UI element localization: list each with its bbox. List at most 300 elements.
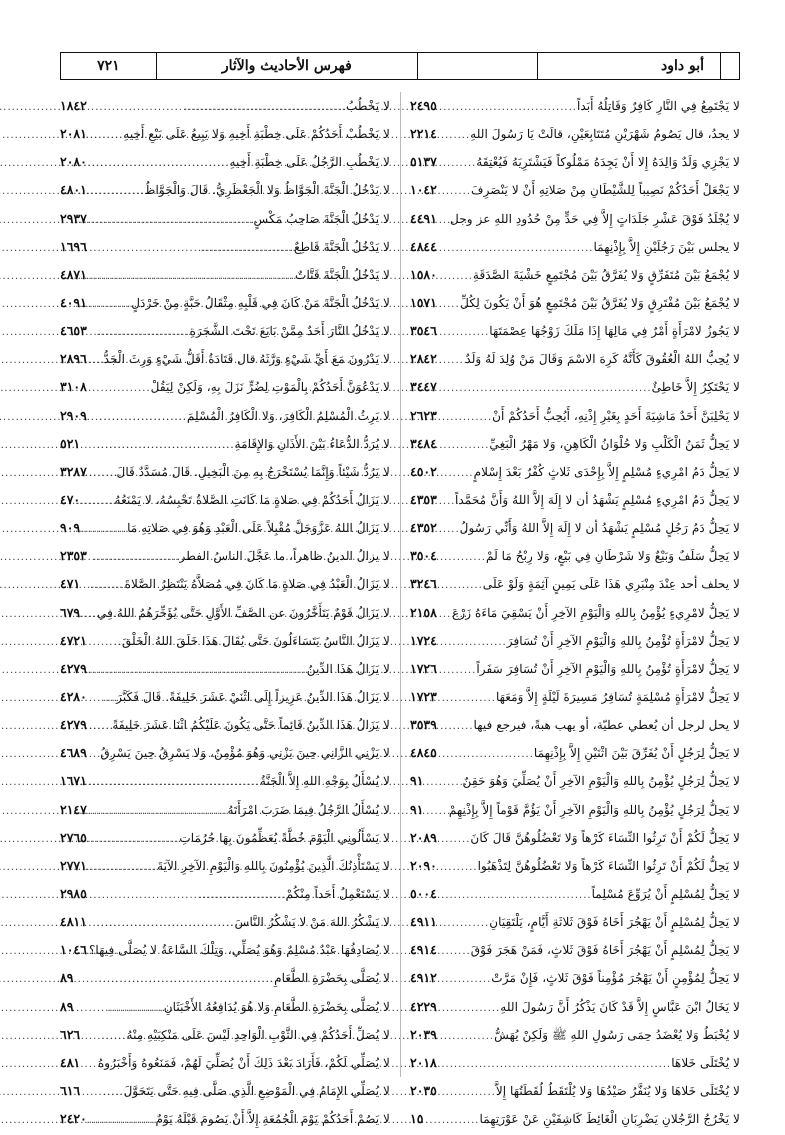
leader-dots [425, 1107, 479, 1135]
index-entry [60, 1021, 390, 1049]
page-header [60, 52, 740, 80]
entry-reference: ٤٢٢٩ [410, 998, 437, 1014]
entry-text: لا يَزَالُ هَذَا الدِّينُ قَائِماً حَتَّى يَكُونَ عَلَيْكُمُ اثْنَا عَشَرَ خَلِيفَةً [112, 718, 390, 733]
entry-reference: ٤٨٧١ [60, 266, 87, 282]
entry-text: لا يَرُدُّ شَيْئاً وَإِنَّمَا يُسْتَخْرَجُ بِهِ مِنَ الْبَخِيلِ. قَالَ مُسَدَّدٌ قَالَ [116, 464, 390, 479]
leader-dots [439, 207, 468, 235]
leader-dots [439, 995, 500, 1023]
index-entry [60, 936, 390, 964]
entry-text: لا يُصَلِّ أَحَدُكُمْ فِي الثَّوْبِ الْوَاحِدِ لَيْسَ عَلَى مَنْكِبَيْهِ مِنْهُ [126, 1027, 390, 1042]
entry-text: لا يَحِلُّ لِمُسْلِمٍ أَنْ يَهْجُرَ أَخَاهُ فَوْقَ ثَلاثَةِ أَيَّامٍ، يَلْتَقِيَانِ [489, 915, 740, 930]
entry-reference: ٤٦٥٣ [60, 323, 87, 339]
entry-text: لا يَحِلُّ لِمُؤْمِنٍ أَنْ يَهْجُرَ مُؤْمِناً فَوْقَ ثَلاثٍ، فَإِنْ مَرَّتْ [491, 971, 740, 986]
index-entry [410, 1021, 740, 1049]
entry-text: لا يُحِبُّ اللهُ الْعُقُوقَ كَأَنَّهُ كَرِهَ الاسْمَ وَقَالَ مَنْ وُلِدَ لَهُ وَلَدٌ [465, 352, 740, 367]
entry-reference: ٢٠٨٠ [60, 154, 87, 170]
entry-text: لا يُخْتَلَى خَلاهَا [671, 1055, 740, 1070]
entry-text: لا يُجْمَعُ بَيْنَ مُتَفَرِّقٍ وَلا يُفَرَّقُ بَيْنَ مُجْتَمِعٍ خَشْيَةَ الصَّدَقَةِ [472, 267, 740, 282]
leader-dots [439, 910, 489, 938]
index-page [60, 52, 740, 1127]
entry-reference: ٤٩١٤ [410, 942, 437, 958]
entry-text: لا يُخْتَلَى خَلاهَا وَلا يُنَفَّرُ صَيْدُهَا وَلا يُلْتَقَطُ لُقَطَتُهَا إِلاَّ [495, 1083, 740, 1098]
leader-dots [82, 601, 118, 629]
book-title: أبو داود [538, 53, 722, 79]
index-entry [60, 92, 390, 120]
entry-reference: ٩١ [410, 773, 424, 789]
entry-text: لا يُجْمَعُ بَيْنَ مُفْتَرِقٍ وَلا يُفَرَّقُ بَيْنَ مُجْتَمِعٍ هُوَ أَنْ يَكُونَ لِكُلِّ [460, 295, 740, 310]
index-entry [410, 514, 740, 542]
entry-text: لا يحل لرجل أن يُعطي عطيّة، أو يهب هبةً، فيرجع فيها [473, 718, 740, 733]
leader-dots [82, 1079, 123, 1107]
entry-reference: ٤٨٤٤ [410, 238, 437, 254]
index-entry [410, 683, 740, 711]
leader-dots [89, 629, 122, 657]
index-entry [60, 683, 390, 711]
index-entry [410, 739, 740, 767]
leader-dots [89, 882, 286, 910]
index-entry [410, 599, 740, 627]
entry-reference: ٢٢١٤ [410, 126, 437, 142]
index-entry [60, 289, 390, 317]
entry-reference: ٢٠٨١ [60, 126, 87, 142]
leader-dots [89, 122, 123, 150]
entry-text: لا يَحِلُّ لِمُسْلِمٍ أَنْ يَهْجُرَ أَخَاهُ فَوْقَ ثَلاثٍ، فَمَنْ هَجَرَ فَوْقَ [470, 943, 740, 958]
entry-reference: ٣٤٨٤ [410, 435, 437, 451]
entry-reference: ٣٥٠٤ [410, 548, 437, 564]
entry-reference: ١٨٤٢ [60, 98, 87, 113]
entry-reference: ٥٢١ [60, 435, 81, 451]
entry-text: لا يَحِلُّ لِرَجُلٍ يُؤْمِنُ بِاللهِ وَالْيَوْمِ الآخِرِ أَنْ يُصَلِّيَ وَهُوَ حَقِنٌ [462, 774, 740, 789]
entry-reference: ٤٧١ [60, 576, 81, 592]
entry-reference: ٤٨١١ [60, 914, 87, 930]
entry-reference: ١٥ [410, 1111, 424, 1127]
entry-reference: ٦١٦ [60, 1082, 81, 1098]
entry-text: لا يَخْطُبِ الرَّجُلُ عَلَى خِطْبَةِ أَخِيهِ [229, 155, 390, 170]
leader-dots [75, 966, 274, 994]
entry-text: لا يَدْخُلُ الْجَنَّةَ صَاحِبُ مَكْسٍ [253, 211, 390, 226]
entry-text: لا يَحِلُّ لامْرَأَةٍ مُسْلِمَةٍ تُسَافِرُ مَسِيرَةَ لَيْلَةٍ إِلاَّ وَمَعَهَا [495, 689, 740, 704]
entry-text: لا يَجُوزُ لامْرَأَةٍ أَمْرٌ فِي مَالِهَا إِذَا مَلَكَ زَوْجُهَا عِصْمَتَهَا [489, 324, 740, 339]
entry-text: لا يَدْخُلُ الْجَنَّةَ قَاطِعٌ [293, 239, 390, 254]
leader-dots [89, 1107, 156, 1135]
entry-reference: ٤٧٢١ [60, 632, 87, 648]
leader-dots [89, 460, 118, 488]
page-title: فهرس الأحاديث والآثار [157, 53, 418, 79]
header-end-cell [721, 53, 739, 79]
entry-text: لا يَزَالُ النَّاسُ يَتَسَاءَلُونَ حَتَّى يُقَالَ هَذَا خَلَقَ اللهُ الْخَلْقَ [121, 633, 390, 648]
index-entry [410, 993, 740, 1021]
entry-text: لا يُصَلِّي الإِمَامُ فِي الْمَوْضِعِ الَّذِي صَلَّى فِيهِ حَتَّى يَتَحَوَّلَ [123, 1083, 390, 1098]
entry-reference: ١٦٧١ [60, 773, 87, 789]
entry-reference: ٢٠٨٩ [410, 829, 437, 845]
index-entry [60, 767, 390, 795]
right-column [410, 92, 740, 1133]
index-entry [410, 964, 740, 992]
leader-dots [89, 94, 346, 122]
index-entry [60, 655, 390, 683]
leader-dots [89, 741, 118, 769]
entry-text: لا يَدْخُلُ الْجَنَّةَ الْجَوَّاظُ وَلا الْجَعْظَرِيُّ. قَالَ وَالْجَوَّاظُ [144, 183, 390, 198]
index-entry [60, 964, 390, 992]
entry-reference: ٢١٥٨ [410, 604, 437, 620]
leader-dots [89, 291, 131, 319]
entry-text: لا يَحِلُّ لَكُمْ أَنْ تَرِثُوا النِّسَاءَ كَرْهاً وَلا تَعْضُلُوهُنَّ لِتَذْهَبُوا [477, 858, 740, 873]
leader-dots [439, 938, 471, 966]
entry-reference: ٩٠٩ [60, 520, 81, 536]
leader-dots [82, 516, 127, 544]
entry-reference: ٤٨١ [60, 1054, 81, 1070]
leader-dots [439, 488, 468, 516]
entry-text: لا يُخْبَطُ وَلا يُعْضَدُ حِمَى رَسُولِ اللهِ ﷺ وَلَكِنْ يُهَشُّ [494, 1027, 740, 1042]
index-entry [410, 655, 740, 683]
entry-text: لا يَدْعُوَنَّ أَحَدُكُمْ بِالْمَوْتِ لِضُرٍّ نَزَلَ بِهِ، وَلَكِنْ لِيَقُلْ [150, 380, 390, 395]
leader-dots [89, 544, 180, 572]
index-entry [60, 458, 390, 486]
entry-text: لا يُسْأَلُ بِوَجْهِ اللهِ إِلاَّ الْجَنَّةُ [259, 774, 390, 789]
entry-reference: ٢٨٩٦ [60, 351, 87, 367]
entry-text: لا يُصَلَّى بِحَضْرَةِ الطَّعَامِ [274, 971, 390, 986]
entry-text: لا يُسْأَلُ الرَّجُلُ فِيمَا ضَرَبَ امْرَأَتَهُ [227, 802, 390, 817]
entry-text: لا يَحِلُّ لِرَجُلٍ أَنْ يُفَرِّقَ بَيْنَ اثْنَيْنِ إِلاَّ بِإِذْنِهِمَا [533, 746, 740, 761]
leader-dots [439, 1023, 494, 1051]
entry-reference: ٤٧٠ [60, 491, 81, 507]
index-entry [410, 852, 740, 880]
leader-dots [89, 375, 151, 403]
entry-reference: ٣١٠٨ [60, 379, 87, 395]
entry-reference: ١٥٧١ [410, 294, 437, 310]
entry-text: لا يَجْزِي وَلَدٌ وَالِدَهُ إِلا أَنْ يَجِدَهُ مَمْلُوكاً فَيَشْتَرِيَهُ فَيُعْتِقَهُ [476, 155, 740, 170]
index-entry [60, 176, 390, 204]
entry-text: لا يَسْتَعْمِلُ أَحَداً مِنْكُمْ [285, 886, 390, 901]
index-entry [410, 430, 740, 458]
leader-dots [439, 347, 468, 375]
leader-dots [89, 263, 295, 291]
index-entry [60, 514, 390, 542]
index-entry [60, 120, 390, 148]
index-entry [410, 176, 740, 204]
leader-dots [439, 263, 473, 291]
entry-reference: ١٠٤٢ [410, 182, 437, 198]
entry-text: لا يَجْتَمِعُ فِي النَّارِ كَافِرٌ وَقَاتِلُهُ أَبَداً [576, 99, 740, 113]
entry-text: لا يحلف أحد عِنْدَ مِنْبَرِي هَذَا عَلَى يَمِينٍ آثِمَةٍ وَلَوْ عَلَى [482, 577, 740, 592]
entry-text: لا يَدْرُونَ مَعَ أَيِّ شَيْءٍ وَرَّثَهُ قال قَتَادَةُ أَقَلُّ شَيْءٍ وَرِثَ الْجَدُّ [103, 352, 390, 367]
leader-dots [439, 235, 594, 263]
leader-dots [439, 432, 490, 460]
entry-reference: ٦٧٩ [60, 604, 81, 620]
entry-reference: ٤٠٩١ [60, 294, 87, 310]
entry-reference: ٢٦٢٣ [410, 407, 437, 423]
index-entry [410, 1049, 740, 1077]
entry-reference: ١٥٨٠ [410, 266, 437, 282]
index-entry [410, 908, 740, 936]
entry-reference: ٤٤٩١ [410, 210, 437, 226]
leader-dots [89, 910, 235, 938]
entry-reference: ٤٢٧٩ [60, 717, 87, 733]
leader-dots [89, 713, 118, 741]
leader-dots [89, 769, 260, 797]
leader-dots [89, 319, 190, 347]
entry-text: لا يَحْتَكِرُ إِلاَّ خَاطِئٌ [651, 380, 740, 395]
index-entry [410, 542, 740, 570]
index-entry [60, 599, 390, 627]
entry-text: لا يَزَالُ اللهُ عَزَّوَجَلَّ مُقْبِلاً عَلَى الْعَبْدِ وَهُوَ فِي صَلاتِهِ مَا [127, 521, 390, 536]
entry-text: لا يَزَالُ أَحَدُكُمْ فِي صَلاةٍ مَا كَانَتِ الصَّلاةُ تَحْبِسُهُ، لا يَمْنَعُهُ [114, 492, 390, 507]
index-entry [410, 317, 740, 345]
leader-dots [439, 882, 592, 910]
leader-dots [439, 713, 474, 741]
index-entry [60, 880, 390, 908]
entry-reference: ٤٩١١ [410, 914, 437, 930]
column-divider [400, 92, 401, 1077]
entry-text: لا يَخْطُبُ [345, 99, 390, 113]
entry-reference: ٢٧٦٥ [60, 829, 87, 845]
entry-reference: ٤٥٠٢ [410, 463, 437, 479]
index-entry [410, 205, 740, 233]
index-entry [60, 739, 390, 767]
entry-reference: ٥٠٠٤ [410, 885, 437, 901]
index-entry [60, 233, 390, 261]
entry-text: لا يَحِلُّ دَمُ امْرِيءٍ مُسْلِمٍ يَشْهَدُ أن لا إِلَهَ إِلاَّ اللهُ وَأَنَّ مُحَمَّداً [454, 492, 740, 507]
entry-text: لا يَزَالُ قَوْمٌ يَتَأَخَّرُونَ عن الصَّفِّ الأَوَّلِ حَتَّى يُؤَخِّرَهُمُ اللهُ فِي [96, 605, 390, 620]
leader-dots [439, 319, 489, 347]
leader-dots [439, 966, 491, 994]
index-entry [60, 373, 390, 401]
index-entry [410, 120, 740, 148]
entry-reference: ٤٣٥٢ [410, 520, 437, 536]
entry-reference: ٨٩ [60, 998, 74, 1014]
index-entry [60, 993, 390, 1021]
leader-dots [82, 572, 125, 600]
index-entry [410, 880, 740, 908]
index-entry [410, 345, 740, 373]
entry-text: لا يجدُ، قال يَصُومُ شَهْرَيْنِ مُتَتَابِعَيْنِ، قالَتْ يَا رَسُولَ اللهِ [470, 127, 740, 142]
entry-reference: ٣٥٣٩ [410, 717, 437, 733]
header-spacer [418, 53, 538, 79]
entry-reference: ٤٣٥٣ [410, 491, 437, 507]
entry-text: لا يَدْخُلُ الْجَنَّةَ قَتَّاتٌ [295, 267, 390, 282]
entry-reference: ٤٨٠١ [60, 182, 87, 198]
index-entry [410, 570, 740, 598]
leader-dots [75, 995, 163, 1023]
entry-text: لا يُصَادِفُهَا عَبْدٌ مُسْلِمٌ وَهُوَ يُصَلِّي، وَتِلْكَ السَّاعَةُ لا يُصَلَّى فِيهَا؟ [88, 943, 390, 958]
leader-dots [439, 1051, 671, 1079]
leader-dots [439, 404, 492, 432]
entry-reference: ٢٩٣٧ [60, 210, 87, 226]
leader-dots [439, 1079, 496, 1107]
index-entry [60, 824, 390, 852]
index-entry [410, 1105, 740, 1133]
entry-reference: ١٧٢٦ [410, 660, 437, 676]
index-entry [60, 542, 390, 570]
leader-dots [89, 657, 307, 685]
leader-dots [89, 854, 157, 882]
index-entry [60, 627, 390, 655]
leader-dots [439, 826, 471, 854]
leader-dots [89, 347, 118, 375]
leader-dots [89, 178, 144, 206]
index-entry [410, 486, 740, 514]
index-entry [60, 570, 390, 598]
leader-dots [89, 798, 228, 826]
entry-reference: ٢٤٢٠ [60, 1111, 87, 1127]
entry-reference: ١٧٢٤ [410, 632, 437, 648]
index-entry [410, 711, 740, 739]
entry-reference: ٤٦٨٩ [60, 745, 87, 761]
leader-dots [439, 516, 468, 544]
leader-dots [439, 150, 476, 178]
entry-text: لا يَحِلُّ لامْرَأَةٍ تُؤْمِنُ بِاللهِ وَالْيَوْمِ الآخِرِ أَنْ تُسَافِرَ سَفَراً [476, 661, 740, 676]
index-entry [410, 289, 740, 317]
leader-dots [439, 178, 471, 206]
index-entry [60, 402, 390, 430]
index-entry [410, 458, 740, 486]
entry-text: لا يَزَالُ هَذَا الدِّينُ عَزِيزاً إِلَى اثْنَيْ عَشَرَ خَلِيفَةً. قَالَ فَكَبَّرَ [116, 689, 390, 704]
index-entry [60, 852, 390, 880]
entry-reference: ٢٠٩٠ [410, 857, 437, 873]
leader-dots [425, 798, 468, 826]
entry-text: لا يَحِلُّ لامْرَأَةٍ تُؤْمِنُ بِاللهِ وَالْيَوْمِ الآخِرِ أَنْ تُسَافِرَ [506, 633, 740, 648]
entry-text: لا يجلس بَيْنَ رَجُلَيْنِ إِلاَّ بِإِذْنِهِمَا [593, 239, 740, 254]
leader-dots [82, 432, 234, 460]
entry-text: لا يَدْخُلُ الْجَنَّةَ مَنْ كَانَ فِي قَلْبِهِ مِثْقَالُ حَبَّةٍ مِنْ خَرْدَلٍ [131, 295, 390, 310]
entry-reference: ١٦٩٦ [60, 238, 87, 254]
index-entry [60, 430, 390, 458]
leader-dots [82, 1051, 118, 1079]
entry-reference: ٤٢٨٠ [60, 688, 87, 704]
index-entry [60, 1105, 390, 1133]
index-entry [60, 261, 390, 289]
entry-text: لا يَزَالُ هَذَا الدِّينُ [306, 661, 390, 676]
index-entry [410, 402, 740, 430]
leader-dots [439, 854, 478, 882]
entry-text: لا يزالُ الدينُ ظاهراً، ما عَجَّلَ الناسُ الفطر [179, 549, 390, 564]
index-entry [410, 796, 740, 824]
entry-reference: ٨٩ [60, 970, 74, 986]
index-entry [60, 345, 390, 373]
index-entry [60, 796, 390, 824]
index-entry [60, 486, 390, 514]
leader-dots [82, 1023, 126, 1051]
entry-text: لا يَجْعَلْ أَحَدُكُمْ نَصِيباً لِلشَّيْطَانِ مِنْ صَلاتِهِ أَنْ لا يَنْصَرِفَ [470, 183, 740, 198]
leader-dots [425, 769, 468, 797]
entry-reference: ٣٤٤٧ [410, 379, 437, 395]
entry-text: لا يَصُمْ أَحَدُكُمْ يَوْمَ الْجُمُعَةِ إِلاَّ أَنْ يَصُومَ قَبْلَهُ يَوْمٌ [155, 1112, 390, 1127]
entry-reference: ٢٩٨٥ [60, 885, 87, 901]
entry-reference: ٣٢٨٧ [60, 463, 87, 479]
entry-text: لا يَزْنِي الزَّانِي حِينَ يَزْنِي وَهُوَ مُؤْمِنٌ، وَلا يَسْرِقُ حِينَ يَسْرِقُ [100, 746, 390, 761]
entry-text: لا يَزَالُ الْعَبْدُ فِي صَلاةٍ مَا كَانَ فِي مُصَلاَّهُ يَنْتَظِرُ الصَّلاةَ [124, 577, 390, 592]
leader-dots [439, 572, 483, 600]
index-entry [410, 373, 740, 401]
entry-reference: ٢١٤٧ [60, 801, 87, 817]
entry-reference: ٢٠٣٥ [410, 1082, 437, 1098]
entry-text: لا يَخْرُجُ الرَّجُلانِ يَضْرِبَانِ الْغَائِطَ كَاشِفَيْنِ عَنْ عَوْرَتِهِمَا [479, 1112, 740, 1127]
leader-dots [439, 375, 652, 403]
leader-dots [439, 291, 468, 319]
entry-text: لا يَحْلِبَنَّ أَحَدٌ مَاشِيَةَ أَحَدٍ بِغَيْرِ إِذْنِهِ، أَيُحِبُّ أَحَدُكُمْ أَنْ [492, 408, 740, 423]
index-entry [60, 1077, 390, 1105]
entry-text: لا يَرِثُ الْمُسْلِمُ الْكَافِرَ، وَلا الْكَافِرُ الْمُسْلِمَ [186, 408, 390, 423]
entry-reference: ٢٣٥٣ [60, 548, 87, 564]
entry-reference: ٩١ [410, 801, 424, 817]
entry-reference: ٥١٣٧ [410, 154, 437, 170]
entry-reference: ٤٩١٢ [410, 970, 437, 986]
entry-text: لا يَشْكُرُ اللهَ مَنْ لا يَشْكُرُ النَّاسَ [234, 915, 390, 930]
entry-reference: ٦٢٦ [60, 1026, 81, 1042]
index-entry [410, 92, 740, 120]
entry-text: لا يَحِلُّ لِمُسْلِمٍ أَنْ يُرَوِّعَ مُسْلِماً [591, 886, 740, 901]
entry-reference: ٤٨٤٥ [410, 745, 437, 761]
leader-dots [89, 150, 230, 178]
leader-dots [439, 94, 577, 122]
leader-dots [89, 938, 118, 966]
leader-dots [89, 826, 179, 854]
index-entry [60, 317, 390, 345]
entry-reference: ١٧٢٣ [410, 688, 437, 704]
entry-reference: ٣٢٤٦ [410, 576, 437, 592]
entry-reference: ٢٠١٨ [410, 1054, 437, 1070]
entry-reference: ٢٨٤٢ [410, 351, 437, 367]
index-entry [410, 627, 740, 655]
leader-dots [82, 488, 118, 516]
leader-dots [439, 460, 474, 488]
index-entry [60, 1049, 390, 1077]
index-entry [410, 261, 740, 289]
index-entry [410, 148, 740, 176]
entry-reference: ٢٧٧١ [60, 857, 87, 873]
leader-dots [89, 235, 294, 263]
leader-dots [439, 685, 496, 713]
index-entry [410, 824, 740, 852]
index-entry [60, 711, 390, 739]
entry-text: لا يُجْلَدُ فَوْقَ عَشْرِ جَلَدَاتٍ إِلاَّ فِي حَدٍّ مِنْ حُدُودِ اللهِ عز وجل [449, 211, 740, 226]
leader-dots [89, 207, 254, 235]
entry-reference: ٢٩٠٩ [60, 407, 87, 423]
leader-dots [439, 544, 486, 572]
leader-dots [439, 657, 477, 685]
index-entry [60, 148, 390, 176]
index-entry [60, 908, 390, 936]
entry-text: لا يَحِلُّ دَمُ رَجُلٍ مُسْلِمٍ يَشْهَدُ أن لا إِلَهَ إِلاَّ اللهُ وَأَنِّي رَسُولُ [459, 521, 740, 536]
entry-text: لا يَخْطُبْ أَحَدُكُمْ عَلَى خِطْبَةِ أَخِيهِ وَلا يَبِيعُ عَلَى بَيْعِ أَخِيهِ [123, 127, 390, 142]
leader-dots [439, 601, 468, 629]
entry-text: لا يُصَلِّي لَكُمْ، فَأَرَادَ بَعْدَ ذَلِكَ أَنْ يُصَلِّيَ لَهُمْ، فَمَنَعُوهُ وَأَخْبَرُوهُ [97, 1055, 390, 1070]
entry-text: لا يَحِلُّ ثَمَنُ الْكَلْبِ وَلا حُلْوَانُ الْكَاهِنِ، وَلا مَهْرُ الْبَغِيِّ [489, 436, 740, 451]
entry-text: لا يَحِلُّ سَلَفٌ وَبَيْعٌ وَلا شَرْطَانِ فِي بَيْعٍ، وَلا رِبْحُ مَا لَمْ [485, 549, 740, 564]
index-entry [60, 205, 390, 233]
page-number: ٧٢١ [61, 53, 157, 79]
leader-dots [439, 741, 534, 769]
entry-reference: ١٠٤٦ [60, 942, 87, 958]
index-entry [410, 1077, 740, 1105]
index-entry [410, 767, 740, 795]
entry-text: لا يُصَلَّى بِحَضْرَةِ الطَّعَامِ وَلا هُوَ يُدَافِعُهُ الأَخْبَثَانِ [163, 999, 390, 1014]
entry-text: لا يَحِلُّ دَمُ امْرِيءٍ مُسْلِمٍ إِلاَّ بِإِحْدَى ثَلاثٍ كُفْرٌ بَعْدَ إِسْلامٍ [473, 464, 740, 479]
index-entry [410, 233, 740, 261]
entry-text: لا يَسْتَأْذِنُكَ الَّذِينَ يُؤْمِنُونَ بِاللهِ وَالْيَوْمِ الآخِرِ الآيَةَ [157, 858, 390, 873]
leader-dots [89, 404, 187, 432]
leader-dots [439, 122, 470, 150]
entry-reference: ٣٥٤٦ [410, 323, 437, 339]
left-column [60, 92, 390, 1133]
index-entry [410, 936, 740, 964]
entry-text: لا يُرَدُّ الدُّعَاءُ بَيْنَ الأَذَانِ وَالإِقَامَةِ [234, 436, 390, 451]
leader-dots [89, 685, 118, 713]
entry-reference: ٢٤٩٥ [410, 98, 437, 113]
entry-text: لا يَسْأَلُونِي الْيَوْمَ خُطَّةً يُعَظِّمُونَ بِهَا حُرُمَاتِ [179, 830, 390, 845]
entry-reference: ٤٢٧٩ [60, 660, 87, 676]
entry-text: لا يَحِلُّ لَكُمْ أَنْ تَرِثُوا النِّسَاءَ كَرْهاً وَلا تَعْضُلُوهُنَّ قَالَ كَانَ [470, 830, 740, 845]
